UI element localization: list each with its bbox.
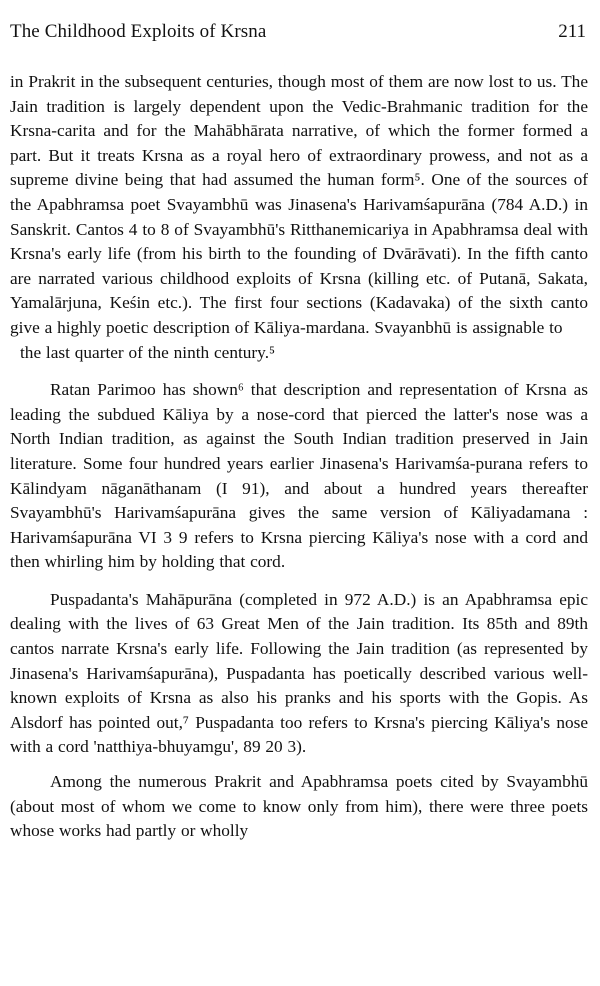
paragraph-2: Ratan Parimoo has shown⁶ that description and representation of Krsna as leading the subdued Kāliya by a nose-cord that pierced the latter's nose was a North Indian tradition, as against the South Indian tradition preserved in Jain literature. Some four hundred years earlier Jinasena's Harivamśa-purana refers to Kālindyam nāganāthanam (I 91), and about a hundred years thereafter Svayambhū's Harivamśapurāna gives the same version of Kāliyadamana : Harivamśapurāna VI 3 9 refers to Krsna piercing Kāliya's nose with a cord and then whirling him by holding that cord. bbox=[10, 380, 588, 572]
chapter-title: The Childhood Exploits of Krsna bbox=[10, 21, 267, 42]
running-header bbox=[10, 20, 588, 44]
page-number: 211 bbox=[558, 21, 586, 42]
paragraph-1-last-line: the last quarter of the ninth century.⁵ bbox=[20, 342, 276, 362]
paragraph-4: Among the numerous Prakrit and Apabhramsa poets cited by Svayambhū (about most of whom we come to know only from him), there were three poets whose works had partly or wholly bbox=[10, 772, 588, 841]
paragraph-3: Puspadanta's Mahāpurāna (completed in 972 A.D.) is an Apabhramsa epic dealing with the lives of 63 Great Men of the Jain tradition. Its 85th and 89th cantos narrate Krsna's early life. Following the Jain tradition (as represented by Jinasena's Harivamśapurāna), Puspadanta has poetically described various well-known exploits of Krsna as also his pranks and his sports with the Gopis. As Alsdorf has pointed out,⁷ Puspadanta too refers to Krsna's piercing Kāliya's nose with a cord 'natthiya-bhuyamgu', 89 20 3). bbox=[10, 589, 588, 757]
paragraph-1: in Prakrit in the subsequent centuries, though most of them are now lost to us. The Jain tradition is largely dependent upon the Vedic-Brahmanic tradition for the Krsna-carita and for the Mahābhārata narrative, of which the former formed a part. But it treats Krsna as a royal hero of extraordinary prowess, and not as a supreme divine being that had assumed the human form⁵. One of the sources of the Apabhramsa poet Svayambhū was Jinasena's Harivamśapurāna (784 A.D.) in Sanskrit. Cantos 4 to 8 of Svayambhū's Ritthanemicariya in Apabhramsa deal with Krsna's early life (from his birth to the founding of Dvārāvati). In the fifth canto are narrated various childhood exploits of Krsna (killing etc. of Putanā, Sakata, Yamalārjuna, Keśin etc.). The first four sections (Kadavaka) of the sixth canto give a highly poetic description of Kāliya-mardana. Svayanbhū is assignable to bbox=[10, 72, 588, 337]
